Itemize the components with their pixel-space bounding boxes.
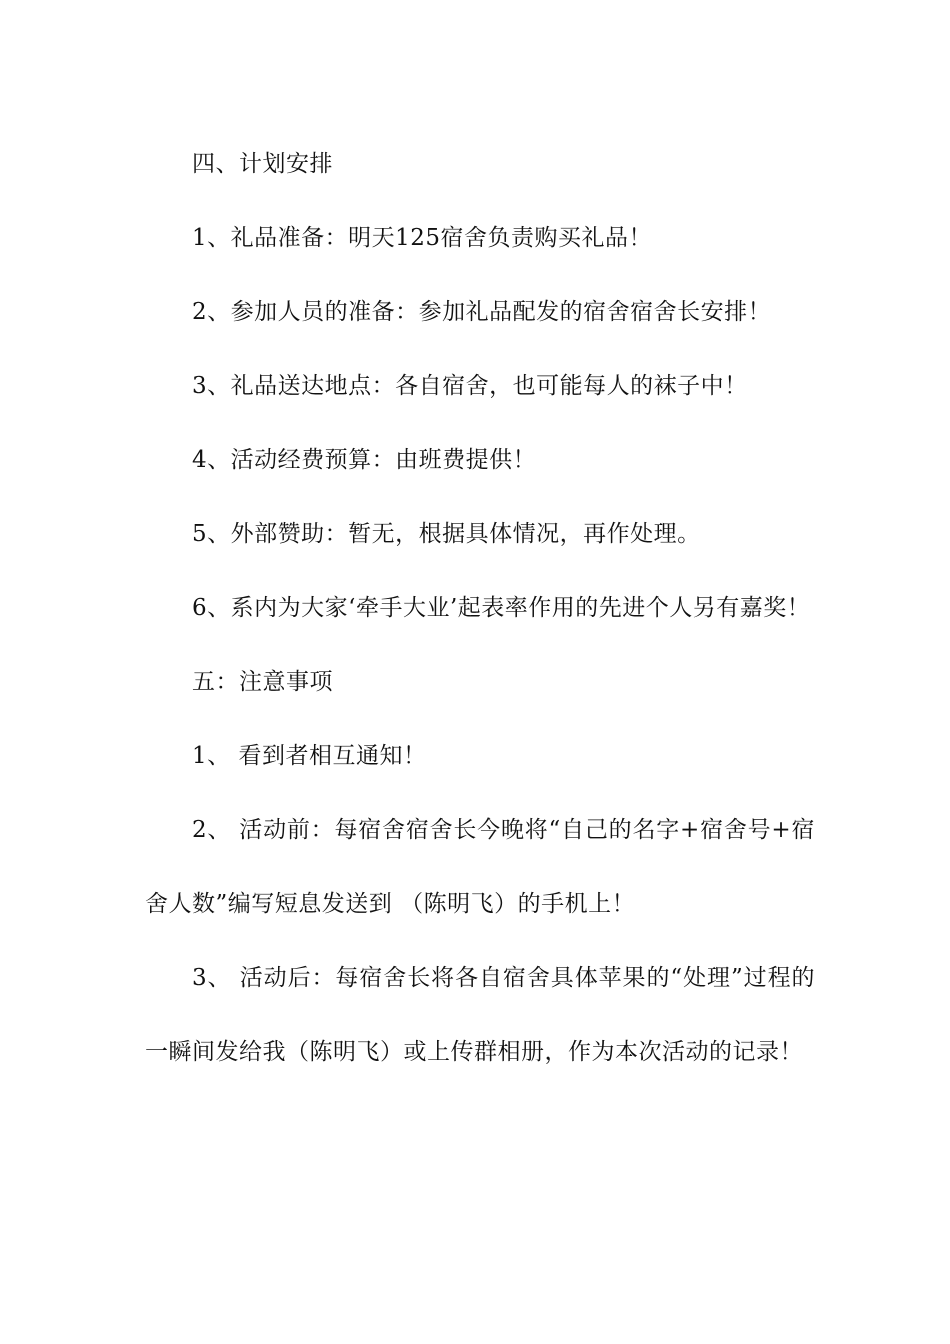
- notice-item-1: 1、 看到者相互通知！: [192, 743, 427, 769]
- notice-item-2: 2、 活动前：每宿舍宿舍长今晚将“自己的名字+宿舍号+宿舍人数”编写短息发送到 （陈明飞）的手机上！: [145, 817, 815, 917]
- plan-item-5: 5、外部赞助：暂无，根据具体情况，再作处理。: [192, 521, 701, 547]
- plan-item-4: 4、活动经费预算：由班费提供！: [192, 447, 537, 473]
- plan-item-2: 2、参加人员的准备：参加礼品配发的宿舍宿舍长安排！: [192, 299, 772, 325]
- plan-item-6: 6、系内为大家‘牵手大业’起表率作用的先进个人另有嘉奖！: [192, 595, 811, 621]
- document-body: [145, 127, 815, 1089]
- section-5-title: 五：注意事项: [192, 669, 333, 695]
- section-4-title: 四、计划安排: [192, 151, 333, 177]
- plan-item-1: 1、礼品准备：明天125宿舍负责购买礼品！: [192, 225, 653, 251]
- notice-item-3: 3、 活动后：每宿舍长将各自宿舍具体苹果的“处理”过程的一瞬间发给我（陈明飞）或上传群相册，作为本次活动的记录！: [145, 965, 815, 1065]
- plan-item-3: 3、礼品送达地点：各自宿舍，也可能每人的袜子中！: [192, 373, 748, 399]
